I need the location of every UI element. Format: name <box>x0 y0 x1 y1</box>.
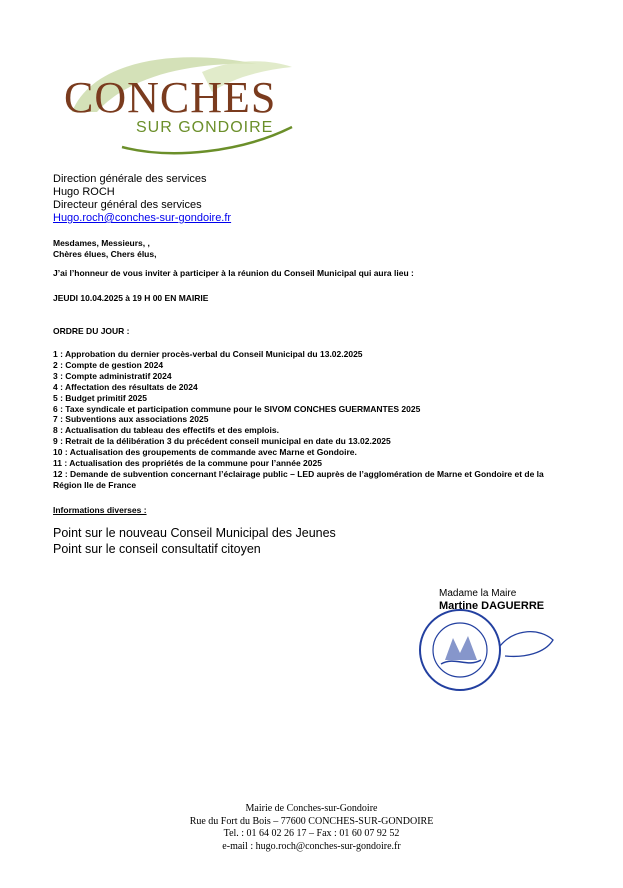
agenda-list <box>53 349 573 491</box>
footer-line: Tel. : 01 64 02 26 17 – Fax : 01 60 07 92 52 <box>223 828 400 839</box>
agenda-item: 2 : Compte de gestion 2024 <box>53 359 164 370</box>
signatory-title: Madame la Maire <box>439 588 517 599</box>
agenda-item: 6 : Taxe syndicale et participation commune pour le SIVOM CONCHES GUERMANTES 2025 <box>53 403 421 414</box>
meeting-date: JEUDI 10.04.2025 à 19 H 00 EN MAIRIE <box>53 293 209 303</box>
sender-block <box>53 173 231 225</box>
sender-role: Directeur général des services <box>53 199 202 211</box>
agenda-item: 1 : Approbation du dernier procès-verbal du Conseil Municipal du 13.02.2025 <box>53 349 363 359</box>
agenda-item: 5 : Budget primitif 2025 <box>53 392 147 403</box>
municipality-logo <box>52 52 297 160</box>
agenda-item: 10 : Actualisation des groupements de commande avec Marne et Gondoire. <box>53 447 357 458</box>
agenda-title: ORDRE DU JOUR : <box>53 326 130 336</box>
logo-subtitle: SUR GONDOIRE <box>136 119 274 136</box>
sender-department: Direction générale des services <box>53 173 207 185</box>
logo-title: CONCHES <box>64 73 277 122</box>
agenda-item: 8 : Actualisation du tableau des effectifs et des emplois. <box>53 425 279 436</box>
signature-block <box>405 588 575 698</box>
agenda-item: 12 : Demande de subvention concernant l’éclairage public – LED auprès de l’agglomération de Marne et Gondoire et de la Région Ile de France <box>53 468 544 490</box>
info-title: Informations diverses : <box>53 505 147 515</box>
agenda-item: 9 : Retrait de la délibération 3 du précédent conseil municipal en date du 13.02.2025 <box>53 436 391 447</box>
agenda-item: 4 : Affectation des résultats de 2024 <box>53 381 198 392</box>
footer <box>0 803 623 853</box>
info-item: Point sur le nouveau Conseil Municipal des Jeunes <box>53 526 336 540</box>
signatory-name: Martine DAGUERRE <box>439 600 545 612</box>
official-stamp-icon <box>405 598 575 698</box>
sender-email-link[interactable]: Hugo.roch@conches-sur-gondoire.fr <box>53 212 232 224</box>
greeting <box>53 238 156 260</box>
footer-line: Rue du Fort du Bois – 77600 CONCHES-SUR-GONDOIRE <box>189 815 434 827</box>
greeting-line: Chères élues, Chers élus, <box>53 249 157 259</box>
agenda-item: 11 : Actualisation des propriétés de la commune pour l’année 2025 <box>53 458 322 469</box>
info-item: Point sur le conseil consultatif citoyen <box>53 541 261 556</box>
footer-line: Mairie de Conches-sur-Gondoire <box>245 803 378 814</box>
sender-name: Hugo ROCH <box>53 186 115 198</box>
agenda-item: 7 : Subventions aux associations 2025 <box>53 414 209 425</box>
footer-line: e-mail : hugo.roch@conches-sur-gondoire.fr <box>222 840 401 852</box>
agenda-item: 3 : Compte administratif 2024 <box>53 370 172 381</box>
greeting-line: Mesdames, Messieurs, , <box>53 238 150 248</box>
invitation-text: J’ai l’honneur de vous inviter à participer à la réunion du Conseil Municipal qui aura lieu : <box>53 268 414 278</box>
info-list <box>53 526 336 557</box>
